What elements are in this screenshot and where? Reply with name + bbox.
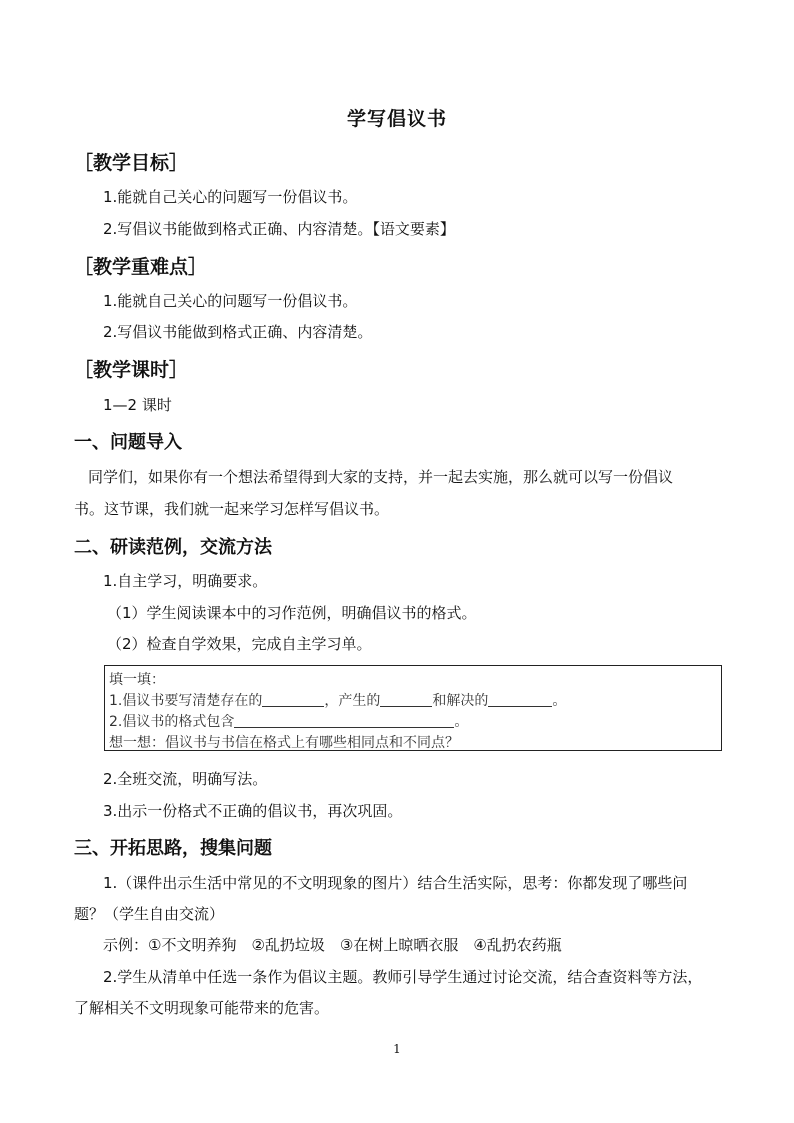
- worksheet-question-2: [109, 711, 468, 731]
- objectives-heading: ［教学目标］: [74, 152, 189, 174]
- worksheet-text: ，产生的: [324, 693, 381, 709]
- fill-blank: [262, 692, 324, 707]
- worksheet-text: 。: [552, 693, 567, 709]
- objective-item: 2.写倡议书能做到格式正确、内容清楚。【语文要素】: [103, 220, 455, 238]
- page-number: 1: [393, 1042, 401, 1056]
- page-title: 学写倡议书: [346, 108, 447, 130]
- periods-value: 1—2 课时: [103, 396, 172, 414]
- section2-step: 3.出示一份格式不正确的倡议书，再次巩固。: [103, 802, 403, 820]
- section3-paragraph-line: 2.学生从清单中任选一条作为倡议主题。教师引导学生通过讨论交流，结合查资料等方法，: [103, 968, 703, 986]
- key-point-item: 2.写倡议书能做到格式正确、内容清楚。: [103, 323, 373, 341]
- section2-step: 2.全班交流，明确写法。: [103, 770, 268, 788]
- worksheet-question-1: [109, 690, 566, 710]
- section2-step: 1.自主学习，明确要求。: [103, 572, 268, 590]
- section1-paragraph-line: 书。这节课，我们就一起来学习怎样写倡议书。: [74, 500, 390, 518]
- periods-heading: ［教学课时］: [74, 359, 189, 381]
- section3-paragraph-line: 了解相关不文明现象可能带来的危害。: [74, 999, 330, 1017]
- key-point-item: 1.能就自己关心的问题写一份倡议书。: [103, 292, 358, 310]
- section3-example: 示例：①不文明养狗 ②乱扔垃圾 ③在树上晾晒衣服 ④乱扔农药瓶: [103, 936, 562, 954]
- fill-blank: [488, 692, 552, 707]
- fill-blank: [380, 692, 432, 707]
- worksheet-text: 1.倡议书要写清楚存在的: [109, 693, 263, 709]
- section3-paragraph-line: 题？（学生自由交流）: [74, 905, 225, 923]
- section3-heading: 三、开拓思路，搜集问题: [74, 838, 272, 859]
- fill-blank: [234, 713, 454, 728]
- key-points-heading: ［教学重难点］: [74, 256, 208, 278]
- worksheet-think-question: 想一想：倡议书与书信在格式上有哪些相同点和不同点？: [109, 735, 459, 751]
- section3-paragraph-line: 1.（课件出示生活中常见的不文明现象的图片）结合生活实际，思考：你都发现了哪些问: [103, 874, 688, 892]
- worksheet-text: 和解决的: [432, 693, 489, 709]
- worksheet-fill-label: 填一填：: [109, 672, 165, 688]
- section2-substep: （2）检查自学效果，完成自主学习单。: [107, 635, 372, 653]
- section2-heading: 二、研读范例，交流方法: [74, 537, 272, 558]
- section1-heading: 一、问题导入: [74, 432, 182, 453]
- self-study-worksheet-box: [104, 665, 722, 751]
- objective-item: 1.能就自己关心的问题写一份倡议书。: [103, 188, 358, 206]
- section1-paragraph-line: 同学们，如果你有一个想法希望得到大家的支持，并一起去实施，那么就可以写一份倡议: [88, 468, 674, 486]
- section2-substep: （1）学生阅读课本中的习作范例，明确倡议书的格式。: [107, 604, 477, 622]
- worksheet-text: 。: [454, 714, 469, 730]
- worksheet-text: 2.倡议书的格式包含: [109, 714, 235, 730]
